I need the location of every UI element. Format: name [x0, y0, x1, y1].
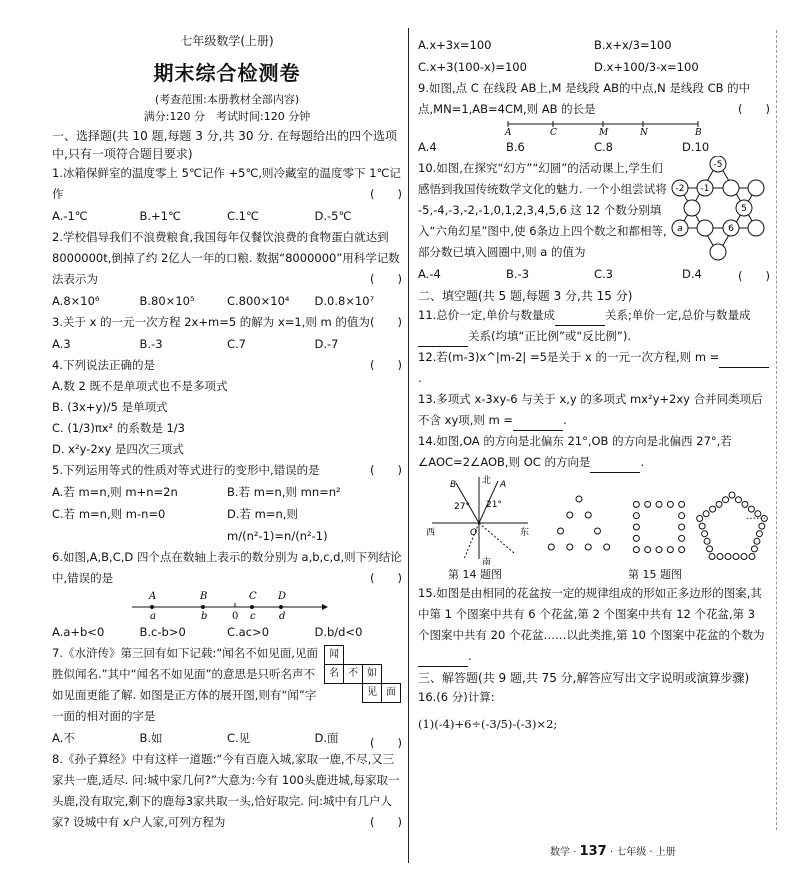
svg-text:西: 西: [426, 528, 436, 538]
flowerpot: [576, 496, 582, 502]
point-a-label: a: [150, 611, 156, 621]
flowerpot: [558, 528, 564, 534]
flowerpot: [707, 546, 713, 552]
svg-text:北: 北: [482, 476, 492, 486]
section-1-title: 一、选择题(共 10 题,每题 3 分,共 30 分. 在每题给出的四个选项中,只有一项符合题目要求): [52, 129, 398, 161]
question-13: 13.多项式 x-3xy-6 与关于 x,y 的多项式 mx²y+2xy 合并同类项后不含 xy项,则 m = .: [418, 389, 770, 431]
flowerpot: [679, 513, 685, 519]
binding-line: [776, 30, 777, 830]
question-8: 8.《孙子算经》中有这样一道题:“今有百鹿入城,家取一鹿,不尽,又三家共一鹿,适尽. 问:城中家几何?”大意为:今有 100头鹿进城,每家取一头鹿,没有取完,剩下的鹿每3家共取一头,恰好取完. 问:城中有几户人家? 设城中有 x户人家,可列方程为 ( ): [52, 752, 402, 829]
svg-text:B: B: [450, 480, 457, 490]
flowerpot: [756, 531, 762, 537]
fig15-caption: 第 15 题图: [628, 568, 682, 581]
svg-text:5: 5: [741, 204, 747, 214]
svg-text:-1: -1: [700, 184, 710, 194]
section-2-title: 二、填空题(共 5 题,每题 3 分,共 15 分): [418, 289, 633, 303]
question-14: 14.如图,OA 的方向是北偏东 21°,OB 的方向是北偏西 27°,若∠AOC=2∠AOB,则 OC 的方向是 .: [418, 431, 770, 473]
point-B-label: B: [200, 591, 208, 602]
column-divider: [408, 28, 409, 863]
flowerpot: [710, 506, 716, 512]
flowerpot: [741, 554, 747, 560]
point-A-label: A: [149, 591, 157, 602]
exam-title: 期末综合检测卷: [153, 61, 301, 85]
flowerpot: [754, 538, 760, 544]
question-1: 1.冰箱保鲜室的温度零上 5℃记作 +5℃,则冷藏室的温度零下 1℃记作 ( ) A.-1℃ B.+1℃ C.1℃ D.-5℃: [52, 166, 402, 223]
flowerpot-figure: [544, 487, 770, 567]
fig14-caption: 第 14 题图: [448, 568, 502, 581]
question-5: 5.下列运用等式的性质对等式进行的变形中,错误的是 ( ) A.若 m=n,则 m+n=2n B.若 m=n,则 mn=n² C.若 m=n,则 m-n=0 D.若 m=n,则 m/(n²-1)=n/(n²-1): [52, 463, 402, 543]
flowerpot: [633, 524, 639, 530]
flowerpot: [725, 554, 731, 560]
flowerpot: [716, 501, 722, 507]
flowerpot: [679, 524, 685, 530]
svg-text:27°: 27°: [454, 502, 470, 512]
svg-text:a: a: [677, 224, 683, 234]
section-3-title: 三、解答题(共 9 题,共 75 分,解答应写出文字说明或演算步骤): [418, 671, 750, 685]
svg-text:21°: 21°: [486, 500, 502, 510]
svg-text:M: M: [599, 128, 609, 136]
question-4: 4.下列说法正确的是 ( ) A.数 2 既不是单项式也不是多项式 B. (3x+y)/5 是单项式 C. (1/3)πx² 的系数是 1/3 D. x²y-2xy 是四次三项式: [52, 358, 402, 456]
question-16: 16.(6 分)计算: (1)(-4)+6÷(-3/5)-(-3)×2;: [418, 690, 558, 731]
flowerpot: [699, 523, 705, 529]
flowerpot: [733, 554, 739, 560]
flowerpot: [751, 546, 757, 552]
hexagram-figure: [668, 156, 768, 266]
flowerpot: [667, 501, 673, 507]
grade-title: 七年级数学(上册): [180, 34, 274, 48]
flowerpot: [679, 535, 685, 541]
flowerpot: [702, 531, 708, 537]
svg-text:C: C: [550, 128, 557, 136]
cube-net-figure: 闻 名 不 如 见 面: [324, 645, 402, 705]
zero-label: 0: [232, 611, 239, 621]
flowerpot: [633, 501, 639, 507]
flowerpot: [594, 528, 600, 534]
flowerpot: [697, 515, 703, 521]
question-9: 9.如图,点 C 在线段 AB上,M 是线段 AB的中点,N 是线段 CB 的中点,MN=1,AB=4CM,则 AB 的长是 ( ) A C M N B A.4 B.6 C.8 D.10: [418, 81, 770, 154]
svg-text:南: 南: [482, 558, 492, 565]
question-10: 10.如图,在探究“幻方”“幻圆”的活动课上,学生们感悟到我国传统数学文化的魅力. 一个小组尝试将 -5,-4,-3,-2,-1,0,1,2,3,4,5,6 这 12 个数分别填入“六角幻星”图中,使 6条边上四个数之和都相等,部分数已填入圆圈中,则 a 的值为 ( ) -5 -2 -1 5 a 6 A.-4 B.-3 C.3 D.4: [418, 158, 770, 285]
svg-text:A: A: [505, 128, 512, 136]
point-c-label: c: [250, 611, 256, 621]
flowerpot: [735, 497, 741, 503]
svg-text:O: O: [470, 528, 478, 538]
exam-scope: (考查范围:本册教材全部内容): [154, 93, 300, 106]
left-column: [52, 0, 402, 833]
question-11: 11.总价一定,单价与数量成 关系;单价一定,总价与数量成关系(均填“正比例”或“反比例”).: [418, 305, 770, 347]
flowerpot: [717, 554, 723, 560]
flowerpot: [656, 501, 662, 507]
point-C-label: C: [249, 591, 257, 602]
question-2: 2.学校倡导我们不浪费粮食,我国每年仅餐饮浪费的食物蛋白就达到 8000000t,倒掉了约 2亿人一年的口粮. 数据“8000000”用科学记数法表示为 ( ) A.8×10⁶ B.80×10⁵ C.800×10⁴ D.0.8×10⁷: [52, 230, 402, 308]
number-line-figure: [52, 589, 352, 621]
flowerpot: [633, 547, 639, 553]
question-6: 6.如图,A,B,C,D 四个点在数轴上表示的数分别为 a,b,c,d,则下列结论中,错误的是 ( ) A B C D a b 0 c d A.a+b<0 B.c-b>0 C.ac>0 D.b/d<0: [52, 550, 402, 639]
point-D-label: D: [278, 591, 287, 602]
svg-text:东: 东: [520, 528, 530, 538]
flowerpot: [679, 501, 685, 507]
flowerpot: [703, 511, 709, 517]
question-7: 7.《水浒传》第三回有如下记载:“闻名不如见面,见面胜似闻名.”其中“闻名不如见面”的意思是只听名声不如见面更能了解. 如图是正方体的展开图,则有“闻”字一面的相对面的字是 ( ) 闻 名 不 如 见 面 A.不 B.如 C.见 D.面: [52, 646, 402, 750]
exam-score: 满分:120 分 考试时间:120 分钟: [143, 109, 311, 123]
flowerpot: [749, 554, 755, 560]
svg-text:-2: -2: [675, 184, 685, 194]
flowerpot: [742, 501, 748, 507]
question-3: 3.关于 x 的一元一次方程 2x+m=5 的解为 x=1,则 m 的值为 ( ) A.3 B.-3 C.7 D.-7: [52, 315, 402, 351]
flowerpot: [729, 492, 735, 498]
question-15: 15.如图是由相同的花盆按一定的规律组成的形如正多边形的图案,其中第 1 个图案中共有 6 个花盆,第 2 个图案中共有 12 个花盆,第 3 个图案中共有 20 个花盆……以此类推,第 10 个图案中花盆的个数为.: [418, 583, 770, 667]
flowerpot: [667, 547, 673, 553]
point-d-label: d: [279, 611, 286, 621]
flowerpot: [645, 547, 651, 553]
flowerpot: [567, 544, 573, 550]
flowerpot: [604, 544, 610, 550]
flowerpot: [585, 544, 591, 550]
svg-text:A: A: [500, 480, 507, 490]
flowerpot: [656, 547, 662, 553]
point-b-label: b: [201, 611, 208, 621]
svg-text:N: N: [640, 128, 648, 136]
flowerpot: [633, 513, 639, 519]
more-patterns: ……: [746, 511, 766, 522]
flowerpot: [709, 554, 715, 560]
flowerpot: [679, 547, 685, 553]
page-footer: 数学 · 137 · 七年级 · 上册: [550, 844, 676, 859]
right-column: [418, 34, 770, 735]
svg-text:B: B: [695, 128, 702, 136]
figures-14-15: [418, 473, 770, 583]
question-8-options: A.x+3x=100 B.x+x/3=100 C.x+3(100-x)=100 D.x+100/3-x=100: [418, 38, 699, 74]
svg-text:6: 6: [728, 224, 734, 234]
question-12: 12.若(m-3)x^|m-2| =5是关于 x 的一元一次方程,则 m =.: [418, 347, 770, 389]
flowerpot: [723, 497, 729, 503]
flowerpot: [704, 538, 710, 544]
segment-figure: [418, 120, 718, 136]
flowerpot: [548, 544, 554, 550]
flowerpot: [645, 501, 651, 507]
flowerpot: [633, 535, 639, 541]
compass-figure: [424, 473, 534, 565]
flowerpot: [585, 512, 591, 518]
svg-text:-5: -5: [713, 160, 723, 170]
flowerpot: [567, 512, 573, 518]
